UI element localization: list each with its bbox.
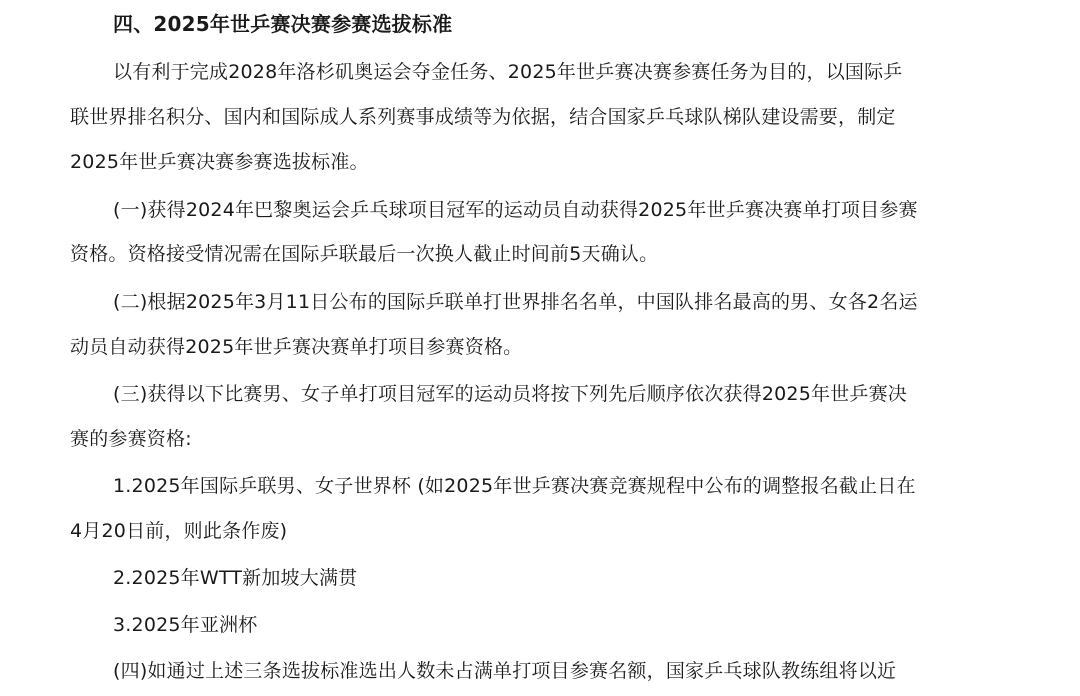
intro-line-3: 2025年世乒赛决赛参赛选拔标准。 xyxy=(70,151,369,173)
clause-3-line-2: 赛的参赛资格: xyxy=(70,428,192,450)
intro-line-1: 以有利于完成2028年洛杉矶奥运会夺金任务、2025年世乒赛决赛参赛任务为目的，以国际乒 xyxy=(113,61,903,83)
clause-2-line-2: 动员自动获得2025年世乒赛决赛单打项目参赛资格。 xyxy=(70,336,523,358)
item-1-line-2: 4月20日前，则此条作废) xyxy=(70,520,288,542)
clause-2-line-1: (二)根据2025年3月11日公布的国际乒联单打世界排名名单，中国队排名最高的男、女各2名运 xyxy=(113,291,918,313)
item-2: 2.2025年WTT新加坡大满贯 xyxy=(113,567,358,589)
item-3: 3.2025年亚洲杯 xyxy=(113,614,258,636)
section-heading: 四、2025年世乒赛决赛参赛选拔标准 xyxy=(113,12,453,36)
clause-3-line-1: (三)获得以下比赛男、女子单打项目冠军的运动员将按下列先后顺序依次获得2025年世乒赛决 xyxy=(113,383,907,405)
item-1-line-1: 1.2025年国际乒联男、女子世界杯 (如2025年世乒赛决赛竞赛规程中公布的调整报名截止日在 xyxy=(113,475,916,497)
clause-1-line-1: (一)获得2024年巴黎奥运会乒乓球项目冠军的运动员自动获得2025年世乒赛决赛单打项目参赛 xyxy=(113,199,918,221)
clause-1-line-2: 资格。资格接受情况需在国际乒联最后一次换人截止时间前5天确认。 xyxy=(70,243,659,265)
intro-line-2: 联世界排名积分、国内和国际成人系列赛事成绩等为依据，结合国家乒乓球队梯队建设需要，制定 xyxy=(70,106,896,128)
clause-4-line-1: (四)如通过上述三条选拔标准选出人数未占满单打项目参赛名额，国家乒乓球队教练组将以近 xyxy=(113,660,897,682)
